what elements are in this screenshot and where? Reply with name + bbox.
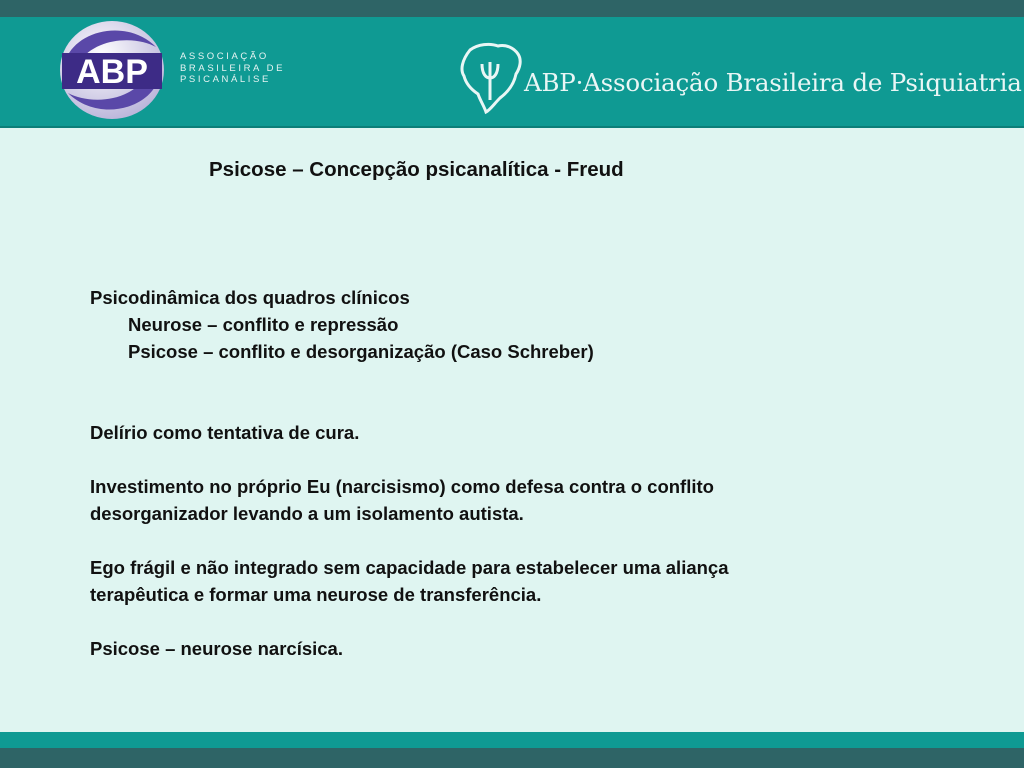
abp-org-line-1: ASSOCIAÇÃO bbox=[180, 51, 269, 62]
para-ego-line-2: terapêutica e formar uma neurose de transferência. bbox=[90, 584, 542, 605]
abp-org-name-lines bbox=[180, 51, 310, 86]
abp-org-line-3: PSICANÁLISE bbox=[180, 74, 271, 85]
para-investimento-line-2: desorganizador levando a um isolamento autista. bbox=[90, 503, 524, 524]
top-dark-strip bbox=[0, 0, 1024, 17]
slide-body bbox=[90, 284, 950, 662]
para-delirio: Delírio como tentativa de cura. bbox=[90, 422, 360, 443]
brazil-map-logo-icon bbox=[456, 40, 526, 116]
org-name-psiquiatria: ABP·Associação Brasileira de Psiquiatria bbox=[524, 68, 1022, 97]
abp-psicanalise-logo bbox=[58, 19, 166, 121]
para-investimento-line-1: Investimento no próprio Eu (narcisismo) como defesa contra o conflito bbox=[90, 476, 714, 497]
heading-psicodinamica: Psicodinâmica dos quadros clínicos bbox=[90, 287, 410, 308]
slide-title: Psicose – Concepção psicanalítica - Freud bbox=[209, 158, 624, 181]
abp-logo-text: ABP bbox=[76, 53, 148, 91]
para-neurose-narcisica: Psicose – neurose narcísica. bbox=[90, 638, 343, 659]
footer-dark-strip bbox=[0, 748, 1024, 768]
abp-org-line-2: BRASILEIRA DE bbox=[180, 62, 286, 74]
header-divider bbox=[0, 126, 1024, 128]
item-psicose: Psicose – conflito e desorganização (Caso Schreber) bbox=[128, 341, 594, 362]
footer-band bbox=[0, 732, 1024, 748]
item-neurose: Neurose – conflito e repressão bbox=[128, 314, 399, 335]
para-ego-line-1: Ego frágil e não integrado sem capacidade para estabelecer uma aliança bbox=[90, 557, 729, 578]
